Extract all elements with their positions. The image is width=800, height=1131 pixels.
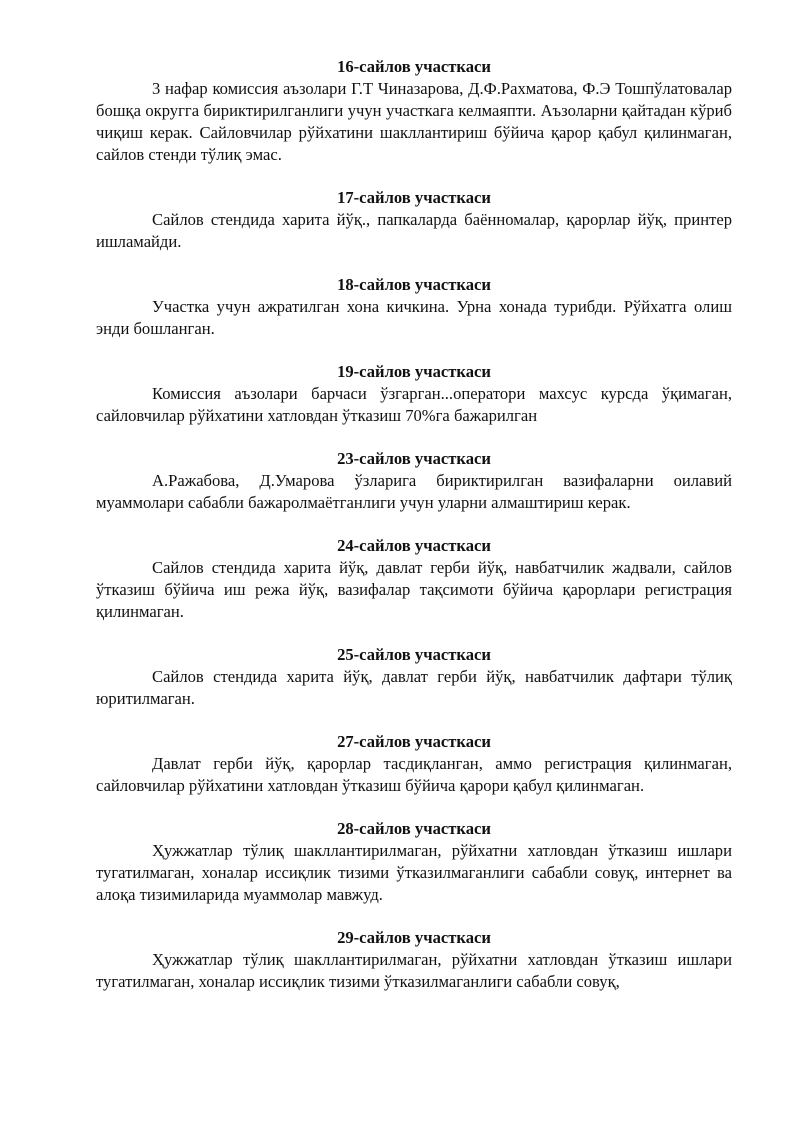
section-heading: 24-сайлов участкаси [337,536,491,555]
section-precinct-25 [96,644,732,710]
section-heading: 25-сайлов участкаси [337,645,491,664]
section-paragraph: А.Ражабова, Д.Умарова ўзларига бириктирилган вазифаларни оилавий муаммолари сабабли бажаролмаётганлиги учун уларни алмаштириш керак. [96,471,732,512]
section-paragraph: Сайлов стендида харита йўқ, давлат герби йўқ, навбатчилик дафтари тўлиқ юритилмаган. [96,667,732,708]
section-paragraph: Ҳужжатлар тўлиқ шакллантирилмаган, рўйхатни хатловдан ўтказиш ишлари тугатилмаган, хоналар иссиқлик тизими ўтказилмаганлиги сабабли совуқ, интернет ва алоқа тизимиларида муаммолар мавжуд. [96,841,732,904]
section-precinct-23 [96,448,732,514]
section-heading: 18-сайлов участкаси [337,275,491,294]
section-heading: 16-сайлов участкаси [337,57,491,76]
section-precinct-18 [96,274,732,340]
section-paragraph: Давлат герби йўқ, қарорлар тасдиқланган, аммо регистрация қилинмаган, сайловчилар рўйхатини хатловдан ўтказиш бўйича қарори қабул қилинмаган. [96,754,732,795]
section-heading: 28-сайлов участкаси [337,819,491,838]
section-heading: 27-сайлов участкаси [337,732,491,751]
section-precinct-19 [96,361,732,427]
section-precinct-29 [96,927,732,993]
section-precinct-24 [96,535,732,623]
document-page [96,56,732,1014]
section-precinct-17 [96,187,732,253]
section-heading: 23-сайлов участкаси [337,449,491,468]
section-paragraph: 3 нафар комиссия аъзолари Г.Т Чиназарова, Д.Ф.Рахматова, Ф.Э Тошпўлатовалар бошқа округга бириктирилганлиги учун участкага келмаяпти. Аъзоларни қайтадан кўриб чиқиш керак. Сайловчилар рўйхатини шакллантириш бўйича қарор қабул қилинмаган, сайлов стенди тўлиқ эмас. [96,79,732,164]
section-paragraph: Участка учун ажратилган хона кичкина. Урна хонада турибди. Рўйхатга олиш энди бошланган. [96,297,732,338]
section-heading: 17-сайлов участкаси [337,188,491,207]
section-paragraph: Ҳужжатлар тўлиқ шакллантирилмаган, рўйхатни хатловдан ўтказиш ишлари тугатилмаган, хоналар иссиқлик тизими ўтказилмаганлиги сабабли совуқ, [96,950,732,991]
section-precinct-27 [96,731,732,797]
section-heading: 19-сайлов участкаси [337,362,491,381]
section-paragraph: Сайлов стендида харита йўқ., папкаларда баённомалар, қарорлар йўқ, принтер ишламайди. [96,210,732,251]
section-paragraph: Сайлов стендида харита йўқ, давлат герби йўқ, навбатчилик жадвали, сайлов ўтказиш бўйича иш режа йўқ, вазифалар тақсимоти бўйича қарорлари регистрация қилинмаган. [96,558,732,621]
section-paragraph: Комиссия аъзолари барчаси ўзгарган...оператори махсус курсда ўқимаган, сайловчилар рўйхатини хатловдан ўтказиш 70%га бажарилган [96,384,732,425]
section-heading: 29-сайлов участкаси [337,928,491,947]
section-precinct-16 [96,56,732,166]
section-precinct-28 [96,818,732,906]
